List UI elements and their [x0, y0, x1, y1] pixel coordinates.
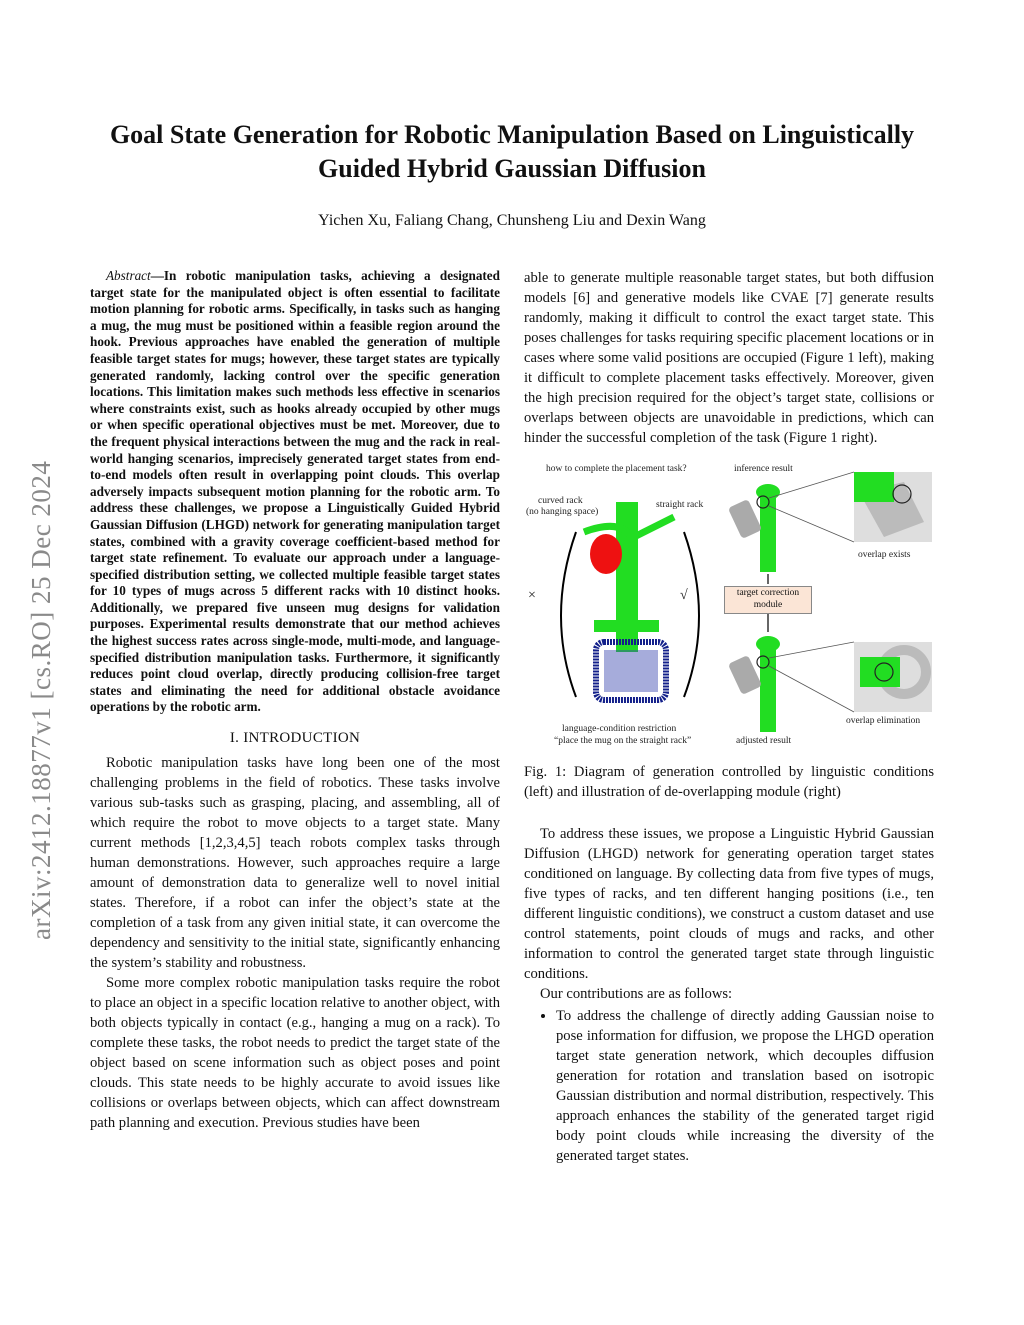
right-column [524, 268, 934, 1166]
left-column [90, 268, 500, 1133]
fig-language-restriction-label: language-condition restriction [562, 724, 677, 734]
inference-rack [728, 472, 854, 572]
elimination-zoom-image [854, 642, 932, 712]
paper-title: Goal State Generation for Robotic Manipulation Based on Linguistically Guided Hybrid Gaussian Diffusion [109, 120, 915, 183]
adjusted-rack [728, 636, 854, 732]
abstract [90, 268, 500, 716]
fig-target-correction-box: target correction module [724, 586, 812, 614]
section-heading-introduction: I. INTRODUCTION [229, 730, 361, 747]
abstract-text: —In robotic manipulation tasks, achieving a designated target state for the manipulated object is often essential to facilitate motion planning for robotic arms. Specifically, in tasks such as hanging a mug, the mug must be positioned within a feasible region around the hook. Previous approaches have enabled the generation of multiple feasible target states for mugs; however, these target states are typically generated randomly, lacking control over the specific generation locations. This limitation makes such methods less effective in scenarios where constraints exist, such as hooks already occupied by other mugs or when specific operational objectives must be met. Moreover, due to the frequent physical interactions between the mug and the rack in real-world hanging scenarios, imprecisely generated target states from end-to-end models often result in overlapping point clouds. This overlap adversely impacts subsequent motion planning for the robotic arm. To address these challenges, we propose a Linguistically Guided Hybrid Gaussian Diffusion (LHGD) network for generating manipulation target states, combined with a gravity coverage coefficient-based method for target state refinement. To evaluate our approach under a language-specified distribution setting, we collected multiple feasible target states for 10 types of mugs across 5 different racks with 10 distinct hooks. Additionally, we prepared five unseen mug designs for validation purposes. Experimental results demonstrate that our method achieves the highest success rates across single-mode, multi-mode, and language-specified distribution manipulation tasks. Furthermore, it significantly reduces point cloud overlap, directly producing collision-free target states and eliminating the need for additional obstacle avoidance operations by the robotic arm. [90, 268, 500, 715]
fig-language-quote-label: “place the mug on the straight rack” [554, 736, 692, 746]
right-paragraph-3: Our contributions are as follows: [540, 986, 733, 1002]
blue-mug-pointcloud [596, 642, 666, 700]
paper-authors: Yichen Xu, Faliang Chang, Chunsheng Liu and Dexin Wang [318, 212, 706, 229]
right-paragraph-2: To address these issues, we propose a Linguistic Hybrid Gaussian Diffusion (LHGD) network for generating operation target states conditioned on language. By collecting data from five types of mugs, five types of racks, and ten different hanging positions (i.e., ten different linguistic conditions), we construct a custom dataset and use control statements, point clouds of mugs and racks, and other information to control the generated target state through linguistic conditions. [524, 826, 934, 982]
abstract-lead: Abstract [106, 268, 151, 283]
fig-curved-rack-label: curved rack [538, 496, 583, 506]
fig-no-space-label: (no hanging space) [526, 507, 599, 517]
fig-inference-label: inference result [734, 464, 793, 474]
fig-overlap-elimination-label: overlap elimination [846, 716, 921, 726]
figure-1 [524, 462, 934, 752]
fig-question-label: how to complete the placement task? [546, 464, 687, 474]
contributions-list [524, 1006, 934, 1166]
overlap-zoom-image [854, 472, 932, 542]
straight-rack-pointcloud [584, 502, 674, 652]
fig-straight-rack-label: straight rack [656, 500, 704, 510]
figure-1-caption: Fig. 1: Diagram of generation controlled by linguistic conditions (left) and illustration of de-overlapping module (right) [524, 764, 934, 800]
left-curved-arrow [561, 532, 576, 697]
fig-overlap-exists-label: overlap exists [858, 550, 911, 560]
red-mug-pointcloud [590, 534, 622, 574]
fig-check-mark: √ [680, 588, 688, 603]
fig-cross-mark: × [528, 588, 536, 603]
intro-paragraph-1: Robotic manipulation tasks have long been one of the most challenging problems in the field of robotics. These tasks involve various sub-tasks such as grasping, placing, and assembling, all of which require the robot to move objects to a target state. Many current methods [1,2,3,4,5] teach robots complex tasks through human demonstrations. However, such approaches require a large amount of demonstration data to generalize well to novel initial states. Therefore, if a robot can infer the object’s state at the completion of a task from any given initial state, it can overcome the dependency and sensitivity to the initial state, significantly enhancing the system’s stability and robustness. [90, 755, 500, 972]
right-curved-arrow [684, 532, 699, 697]
arxiv-watermark: arXiv:2412.18877v1 [cs.RO] 25 Dec 2024 [26, 460, 56, 940]
contribution-item: • To address the challenge of directly adding Gaussian noise to pose information for diffusion, we propose the LHGD operation target state generation network, which decouples diffusion generation for rotation and translation based on isotropic Gaussian distribution and normal distribution, respectively. This approach enhances the stability of the generated target rigid body point clouds while increasing the diversity of the generated target states. [556, 1006, 934, 1166]
intro-paragraph-2: Some more complex robotic manipulation tasks require the robot to place an object in a specific location relative to another object, with both objects typically in contact (e.g., hanging a mug on a rack). To complete these tasks, the robot needs to predict the target state of the object based on scene information such as object poses and point clouds. This state needs to be highly accurate to avoid issues like collisions or overlaps between objects, which can affect downstream path planning and execution. Previous studies have been [90, 975, 500, 1132]
right-paragraph-1: able to generate multiple reasonable target states, but both diffusion models [6] and generative models like CVAE [7] generate results randomly, making it difficult to control the exact target state. This poses challenges for tasks requiring specific placement locations or in cases where some valid positions are occupied (Figure 1 left), making it difficult to complete placement tasks effectively. Moreover, given the high precision required for the object’s target state, collisions or overlaps between objects are unavoidable in predictions, which can hinder the successful completion of the task (Figure 1 right). [524, 270, 934, 446]
fig-adjusted-label: adjusted result [736, 736, 792, 746]
